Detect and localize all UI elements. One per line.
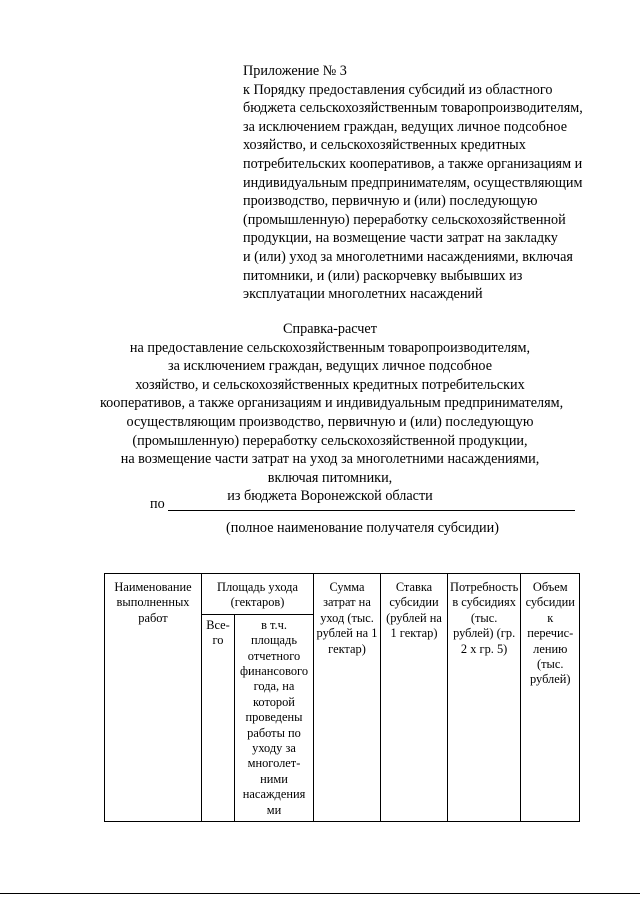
title-line: хозяйство, и сельскохозяйственных кредитных потребительских bbox=[135, 376, 525, 393]
title-line: за исключением граждан, ведущих личное подсобное bbox=[168, 358, 492, 375]
title-heading: Справка-расчет bbox=[283, 321, 377, 337]
header-need: Потребность в субсидиях (тыс. рублей) (гр. 2 х гр. 5) bbox=[448, 574, 521, 822]
header-volume: Объем субсидии к перечис-лению (тыс. рублей) bbox=[521, 574, 580, 822]
appendix-line: к Порядку предоставления субсидий из областного bbox=[243, 81, 553, 98]
appendix-line: индивидуальным предпринимателям, осуществляющим bbox=[243, 174, 583, 191]
appendix-header bbox=[243, 62, 623, 304]
appendix-line: за исключением граждан, ведущих личное подсобное bbox=[243, 118, 567, 135]
title-line: из бюджета Воронежской области bbox=[227, 488, 433, 505]
table-header-row bbox=[105, 574, 580, 615]
appendix-line: питомники, и (или) раскорчевку выбывших из bbox=[243, 267, 523, 284]
calculation-table bbox=[104, 573, 580, 822]
header-area: Площадь ухода (гектаров) bbox=[202, 574, 314, 615]
header-area-total: Все-го bbox=[202, 614, 235, 821]
appendix-title: Приложение № 3 bbox=[243, 63, 347, 79]
title-line: осуществляющим производство, первичную и (или) последующую bbox=[126, 413, 534, 430]
appendix-line: производство, первичную и (или) последующую bbox=[243, 193, 538, 210]
title-line: на предоставление сельскохозяйственным товаропроизводителям, bbox=[129, 339, 531, 356]
recipient-caption: (полное наименование получателя субсидии) bbox=[226, 520, 499, 536]
appendix-line: потребительских кооперативов, а также организациям и bbox=[243, 155, 583, 172]
appendix-line: эксплуатации многолетних насаждений bbox=[243, 286, 483, 303]
appendix-line: продукции, на возмещение части затрат на закладку bbox=[243, 230, 558, 247]
header-rate: Ставка субсидии (рублей на 1 гектар) bbox=[381, 574, 448, 822]
header-area-current-year: в т.ч. площадь отчетного финансового года, на которой проведены работы по уходу за многолет-ними насаждения ми bbox=[235, 614, 314, 821]
page-bottom-rule bbox=[0, 893, 640, 894]
header-cost: Сумма затрат на уход (тыс. рублей на 1 гектар) bbox=[314, 574, 381, 822]
document-title bbox=[100, 320, 564, 506]
title-line: на возмещение части затрат на уход за многолетними насаждениями, bbox=[120, 451, 540, 468]
appendix-line: и (или) уход за многолетними насаждениями, включая bbox=[243, 248, 573, 265]
header-work-name: Наименование выполненных работ bbox=[105, 574, 202, 822]
recipient-prefix: по bbox=[150, 496, 165, 512]
appendix-line: хозяйство, и сельскохозяйственных кредитных bbox=[243, 137, 526, 154]
title-line: (промышленную) переработку сельскохозяйственной продукции, bbox=[132, 432, 528, 449]
title-line: кооперативов, а также организациям и индивидуальным предпринимателям, bbox=[100, 395, 564, 412]
title-line: включая питомники, bbox=[267, 469, 393, 486]
recipient-field[interactable] bbox=[150, 495, 575, 513]
appendix-line: бюджета сельскохозяйственным товаропроизводителям, bbox=[243, 100, 583, 117]
recipient-underline bbox=[168, 510, 575, 511]
appendix-line: (промышленную) переработку сельскохозяйственной bbox=[243, 211, 566, 228]
